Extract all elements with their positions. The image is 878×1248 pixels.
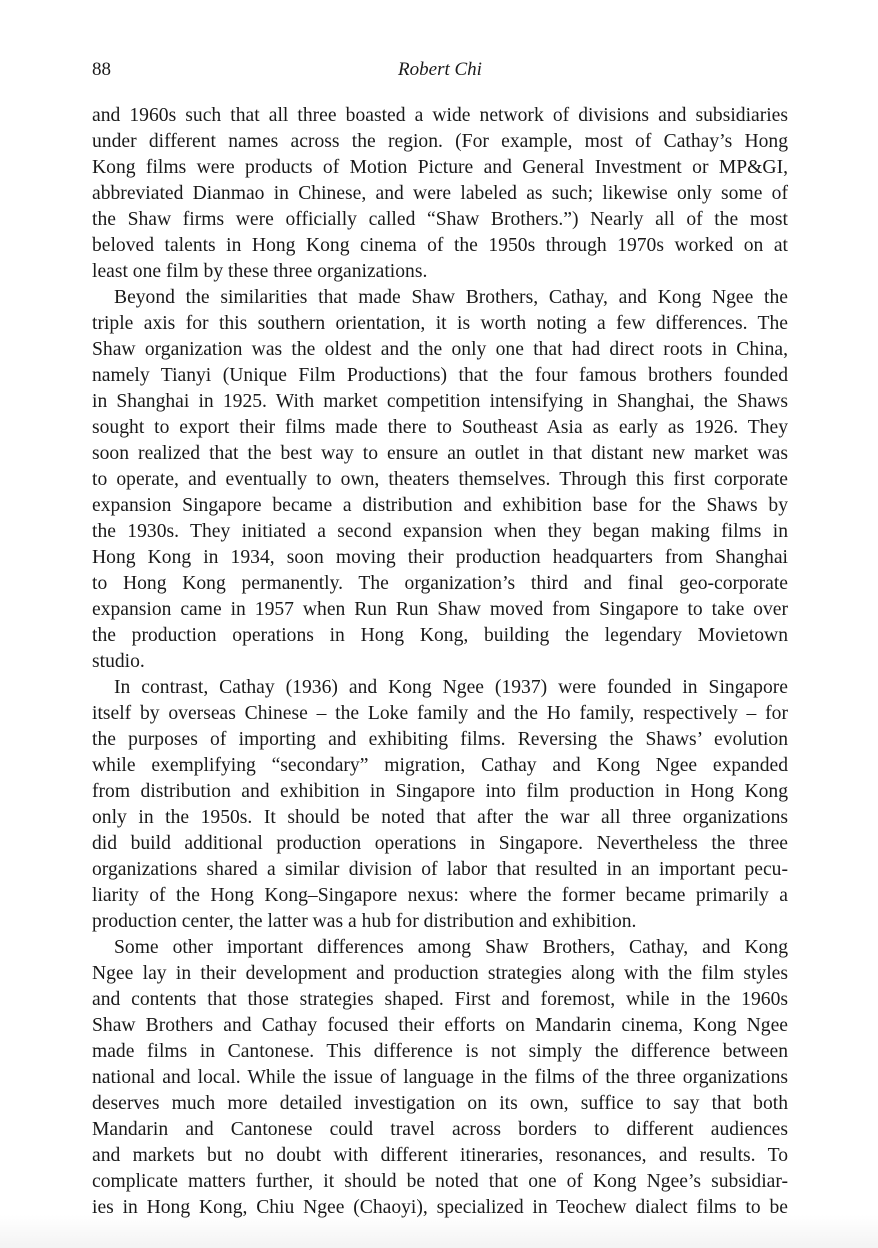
text-line: sought to export their films made there to Southeast Asia as early as 1926. They — [92, 417, 788, 438]
text-line: organizations shared a similar division of labor that resulted in an important pecu- — [92, 859, 788, 880]
text-line: made films in Cantonese. This difference is not simply the difference between — [92, 1041, 788, 1062]
text-line: In contrast, Cathay (1936) and Kong Ngee (1937) were founded in Singapore — [114, 677, 788, 698]
text-line: Ngee lay in their development and production strategies along with the film styles — [92, 963, 788, 984]
running-head — [92, 56, 788, 84]
text-line: Hong Kong in 1934, soon moving their production headquarters from Shanghai — [92, 547, 788, 568]
text-line: deserves much more detailed investigation on its own, suffice to say that both — [92, 1093, 788, 1114]
body-text — [92, 103, 788, 1221]
text-line: the Shaw firms were officially called “Shaw Brothers.”) Nearly all of the most — [92, 209, 788, 230]
text-line: abbreviated Dianmao in Chinese, and were labeled as such; likewise only some of — [92, 183, 788, 204]
text-line: did build additional production operations in Singapore. Nevertheless the three — [92, 833, 788, 854]
text-line: national and local. While the issue of language in the films of the three organizations — [92, 1067, 788, 1088]
text-line: to Hong Kong permanently. The organization’s third and final geo-corporate — [92, 573, 788, 594]
text-line: and markets but no doubt with different itineraries, resonances, and results. To — [92, 1145, 788, 1166]
text-line: complicate matters further, it should be noted that one of Kong Ngee’s subsidiar- — [92, 1171, 788, 1192]
text-line: Mandarin and Cantonese could travel across borders to different audiences — [92, 1119, 788, 1140]
text-line: beloved talents in Hong Kong cinema of the 1950s through 1970s worked on at — [92, 235, 788, 256]
paragraph — [92, 103, 788, 285]
text-line: the purposes of importing and exhibiting films. Reversing the Shaws’ evolution — [92, 729, 788, 750]
text-line: studio. — [92, 651, 145, 672]
text-line: namely Tianyi (Unique Film Productions) that the four famous brothers founded — [92, 365, 788, 386]
paragraph — [92, 935, 788, 1221]
text-line: Beyond the similarities that made Shaw Brothers, Cathay, and Kong Ngee the — [114, 287, 788, 308]
text-line: triple axis for this southern orientation, it is worth noting a few differences. The — [92, 313, 788, 334]
text-line: the 1930s. They initiated a second expansion when they began making films in — [92, 521, 788, 542]
text-line: the production operations in Hong Kong, building the legendary Movietown — [92, 625, 788, 646]
paragraph — [92, 285, 788, 675]
text-line: itself by overseas Chinese – the Loke family and the Ho family, respectively – for — [92, 703, 788, 724]
text-line: expansion came in 1957 when Run Run Shaw moved from Singapore to take over — [92, 599, 788, 620]
running-title-author: Robert Chi — [398, 59, 482, 80]
text-line: expansion Singapore became a distribution and exhibition base for the Shaws by — [92, 495, 788, 516]
text-line: Kong films were products of Motion Picture and General Investment or MP&GI, — [92, 157, 788, 178]
text-line: least one film by these three organizations. — [92, 261, 428, 282]
text-line: and 1960s such that all three boasted a wide network of divisions and subsidiaries — [92, 105, 788, 126]
text-line: production center, the latter was a hub for distribution and exhibition. — [92, 911, 637, 932]
text-line: Shaw organization was the oldest and the only one that had direct roots in China, — [92, 339, 788, 360]
page-number: 88 — [92, 59, 111, 80]
text-line: liarity of the Hong Kong–Singapore nexus: where the former became primarily a — [92, 885, 788, 906]
text-line: soon realized that the best way to ensure an outlet in that distant new market was — [92, 443, 788, 464]
text-line: while exemplifying “secondary” migration, Cathay and Kong Ngee expanded — [92, 755, 788, 776]
text-line: only in the 1950s. It should be noted that after the war all three organizations — [92, 807, 788, 828]
text-line: Shaw Brothers and Cathay focused their efforts on Mandarin cinema, Kong Ngee — [92, 1015, 788, 1036]
text-line: and contents that those strategies shaped. First and foremost, while in the 1960s — [92, 989, 788, 1010]
text-line: Some other important differences among Shaw Brothers, Cathay, and Kong — [114, 937, 788, 958]
text-line: ies in Hong Kong, Chiu Ngee (Chaoyi), specialized in Teochew dialect films to be — [92, 1197, 788, 1218]
paragraph — [92, 675, 788, 935]
text-line: from distribution and exhibition in Singapore into film production in Hong Kong — [92, 781, 788, 802]
text-line: to operate, and eventually to own, theaters themselves. Through this first corporate — [92, 469, 788, 490]
text-line: under different names across the region. (For example, most of Cathay’s Hong — [92, 131, 788, 152]
text-line: in Shanghai in 1925. With market competition intensifying in Shanghai, the Shaws — [92, 391, 788, 412]
